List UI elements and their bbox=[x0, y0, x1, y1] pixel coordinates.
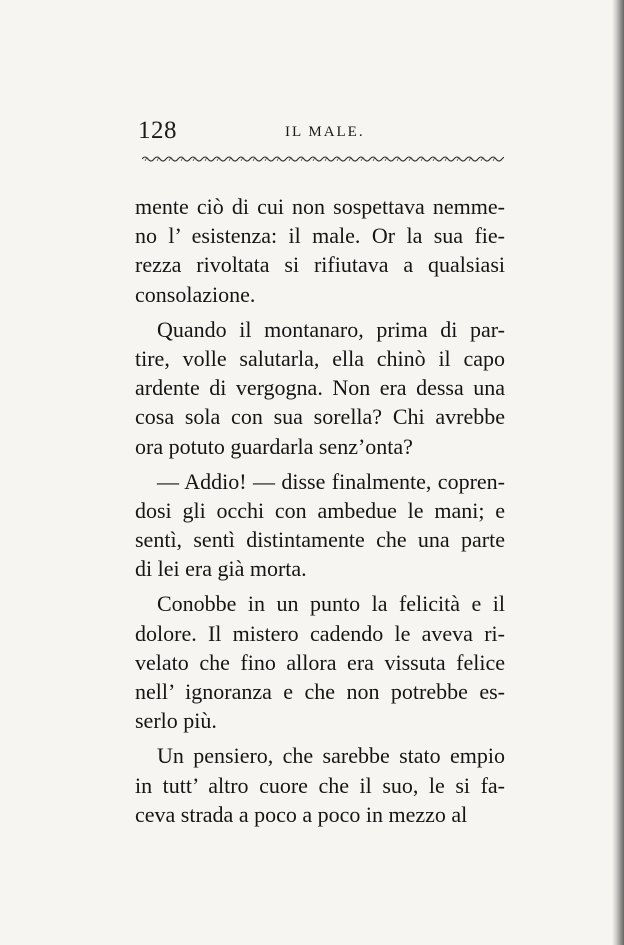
text-line: Conobbe in un punto la felicità e il bbox=[157, 591, 505, 617]
text-line: dolore. Il mistero cadendo le aveva ri- bbox=[135, 620, 505, 646]
text-line: serlo più. bbox=[135, 708, 217, 734]
text-line: mente ciò di cui non sospettava nemme- bbox=[135, 194, 505, 219]
paragraph bbox=[135, 589, 505, 735]
text-line: ardente di vergogna. Non era dessa una bbox=[135, 375, 505, 401]
body-text bbox=[135, 192, 505, 829]
text-line: ora potuto guardarla senz’onta? bbox=[135, 433, 413, 459]
text-line: velato che fino allora era vissuta felice bbox=[135, 649, 505, 675]
running-title: IL MALE. bbox=[285, 124, 365, 140]
paragraph bbox=[135, 315, 505, 461]
text-line: Quando il montanaro, prima di par- bbox=[157, 316, 505, 342]
paragraph bbox=[135, 741, 505, 829]
paragraph bbox=[135, 467, 505, 584]
page-number: 128 bbox=[138, 117, 177, 144]
text-line: no l’ esistenza: il male. Or la sua fie- bbox=[135, 223, 505, 249]
text-line: nell’ ignoranza e che non potrebbe es- bbox=[135, 679, 505, 704]
text-line: tire, volle salutarla, ella chinò il capo bbox=[135, 345, 505, 371]
text-line: — Addio! — disse finalmente, copren- bbox=[157, 468, 505, 494]
page-edge-shadow bbox=[612, 0, 624, 945]
text-line: di lei era già morta. bbox=[135, 556, 307, 582]
text-line: consolazione. bbox=[135, 281, 256, 307]
text-line: rezza rivoltata si rifiutava a qualsiasi bbox=[135, 252, 505, 278]
page-header bbox=[135, 117, 507, 147]
paragraph bbox=[135, 192, 505, 309]
text-line: sentì, sentì distintamente che una parte bbox=[135, 527, 505, 553]
text-line: dosi gli occhi con ambedue le mani; e bbox=[135, 497, 505, 523]
text-line: ceva strada a poco a poco in mezzo al bbox=[135, 801, 468, 827]
text-line: cosa sola con sua sorella? Chi avrebbe bbox=[135, 404, 505, 430]
text-line: in tutt’ altro cuore che il suo, le si fa- bbox=[135, 772, 505, 798]
text-line: Un pensiero, che sarebbe stato empio bbox=[157, 743, 505, 769]
wavy-rule-ornament-icon bbox=[142, 154, 504, 164]
